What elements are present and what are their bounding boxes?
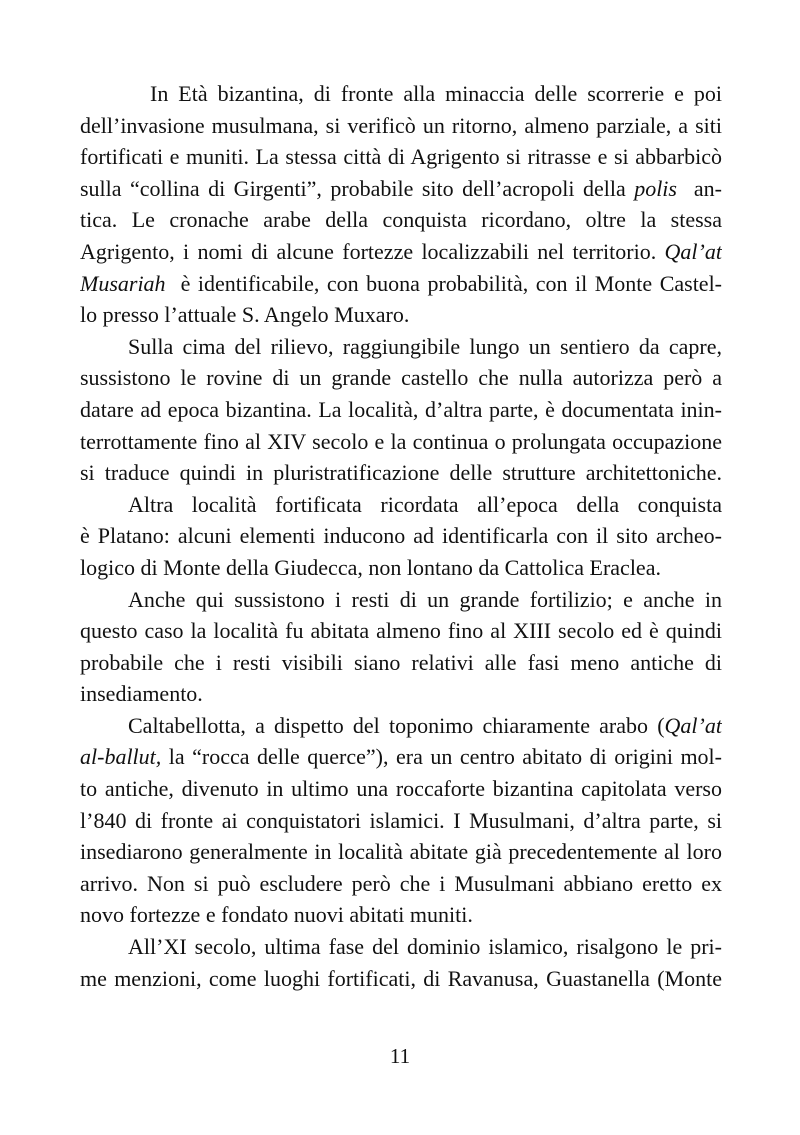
page-number: 11: [389, 1044, 411, 1068]
italic-term: al-ballut,: [80, 744, 162, 770]
text-line: All’XI secolo, ultima fase del dominio islamico, risalgono le pri-: [128, 934, 722, 960]
italic-term: Qal’at: [664, 238, 722, 264]
text-line-musariah: [80, 268, 722, 300]
text-line: insediamento.: [80, 681, 203, 707]
text-segment: Agrigento, i nomi di alcune fortezze localizzabili nel territorio.: [80, 238, 657, 264]
text-line: probabile che i resti visibili siano relativi alle fasi meno antiche di: [80, 649, 722, 675]
text-line: dell’invasione musulmana, si verificò un ritorno, almeno parziale, a siti: [80, 112, 722, 138]
text-line: datare ad epoca bizantina. La località, d’altra parte, è documentata inin-: [80, 396, 722, 422]
text-line: insediarono generalmente in località abitate già precedentemente al loro: [80, 839, 722, 865]
text-line-qalat: [80, 236, 722, 268]
text-segment: è identificabile, con buona probabilità, con il Monte Castel-: [180, 270, 722, 296]
text-line: l’840 di fronte ai conquistatori islamici. I Musulmani, d’altra parte, si: [80, 807, 722, 833]
text-segment: sulla “collina di Girgenti”, probabile sito dell’acropoli della: [80, 175, 626, 201]
text-line: terrottamente fino al XIV secolo e la continua o prolungata occupazione: [80, 428, 722, 454]
text-segment: la “rocca delle querce”), era un centro abitato di origini mol-: [168, 744, 722, 770]
text-line: In Età bizantina, di fronte alla minaccia delle scorrerie e poi: [150, 81, 722, 106]
italic-term: Qal’at: [664, 712, 722, 738]
text-line-polis: [80, 173, 722, 205]
text-line: tica. Le cronache arabe della conquista ricordano, oltre la stessa: [80, 207, 722, 233]
text-segment: Caltabellotta, a dispetto del toponimo chiaramente arabo (: [128, 712, 665, 738]
italic-term: polis: [634, 175, 677, 201]
text-line: Altra località fortificata ricordata all’epoca della conquista: [128, 491, 722, 517]
text-line: questo caso la località fu abitata almeno fino al XIII secolo ed è quindi: [80, 618, 722, 644]
text-line-qalat-al: [80, 710, 722, 742]
text-line-alballut: [80, 741, 722, 773]
text-line: Sulla cima del rilievo, raggiungibile lungo un sentiero da capre,: [128, 333, 722, 359]
text-line: sussistono le rovine di un grande castello che nulla autorizza però a: [80, 365, 722, 391]
text-line: arrivo. Non si può escludere però che i Musulmani abbiano eretto ex: [80, 870, 722, 896]
text-line: fortificati e muniti. La stessa città di Agrigento si ritrasse e si abbarbicò: [80, 144, 722, 170]
text-line: Anche qui sussistono i resti di un grande fortilizio; e anche in: [128, 586, 722, 612]
text-line: è Platano: alcuni elementi inducono ad identificarla con il sito archeo-: [80, 523, 722, 549]
text-line: novo fortezze e fondato nuovi abitati muniti.: [80, 902, 473, 928]
text-line: si traduce quindi in pluristratificazione delle strutture architettoniche.: [80, 460, 722, 486]
text-line: me menzioni, come luoghi fortificati, di Ravanusa, Guastanella (Monte: [80, 965, 722, 991]
text-segment: an-: [693, 175, 722, 201]
text-line: logico di Monte della Giudecca, non lontano da Cattolica Eraclea.: [80, 554, 661, 580]
page-body: [80, 78, 722, 994]
text-line: lo presso l’attuale S. Angelo Muxaro.: [80, 302, 410, 328]
text-line: to antiche, divenuto in ultimo una roccaforte bizantina capitolata verso: [80, 776, 722, 802]
italic-term: Musariah: [80, 270, 166, 296]
